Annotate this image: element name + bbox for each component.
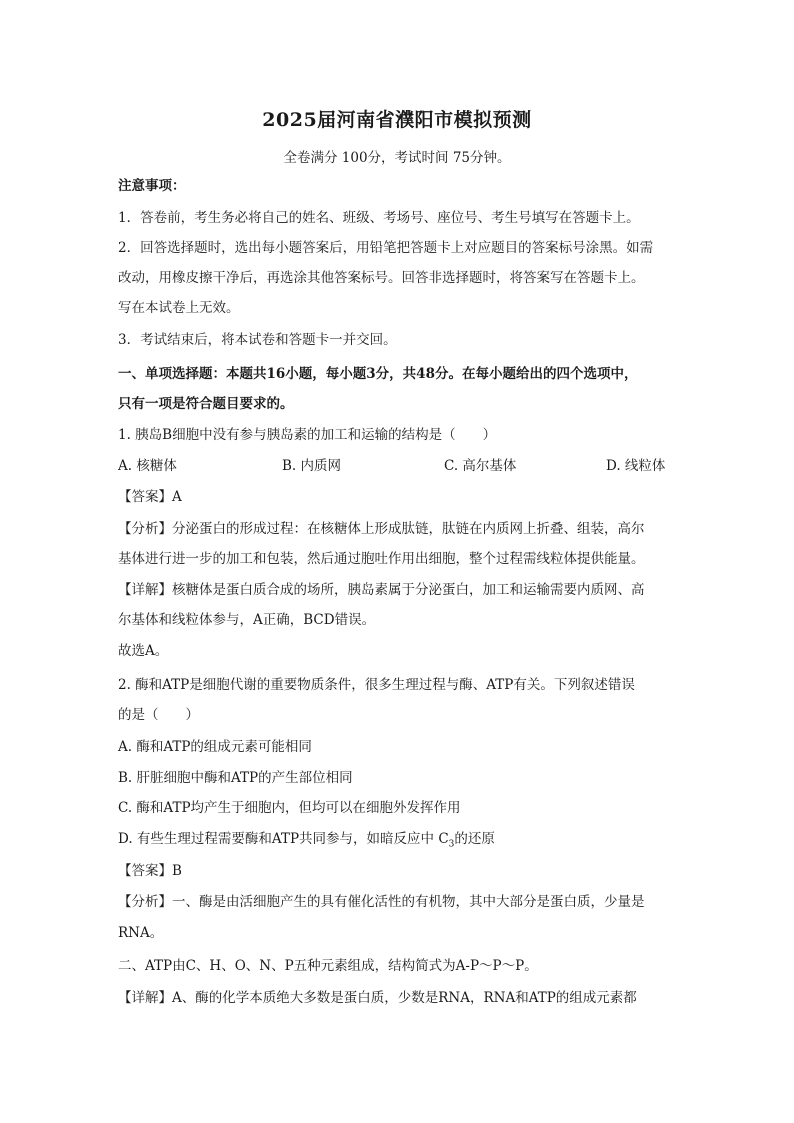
notice-heading: 注意事项： <box>118 178 186 194</box>
notice-item-3: 3．考试结束后，将本试卷和答题卡一并交回。 <box>118 332 397 348</box>
question-1-option-c: C. 高尔基体 <box>444 458 517 474</box>
question-2-stem-line-2: 的是（ ） <box>118 707 199 723</box>
question-2-stem-line-1: 2. 酶和ATP是细胞代谢的重要物质条件，很多生理过程与酶、ATP有关。下列叙述错误 <box>118 677 635 693</box>
question-1-analysis-line-1: 【分析】分泌蛋白的形成过程：在核糖体上形成肽链，肽链在内质网上折叠、组装，高尔 <box>118 521 645 537</box>
question-2-option-d-suffix: 的还原 <box>454 831 495 847</box>
question-1-stem: 1. 胰岛B细胞中没有参与胰岛素的加工和运输的结构是（ ） <box>118 427 497 443</box>
question-1-analysis-line-2: 基体进行进一步的加工和包装，然后通过胞吐作用出细胞，整个过程需线粒体提供能量。 <box>118 551 645 567</box>
notice-item-2-line-3: 写在本试卷上无效。 <box>118 300 240 316</box>
question-2-option-a: A. 酶和ATP的组成元素可能相同 <box>118 739 312 755</box>
question-2-option-c: C. 酶和ATP均产生于细胞内，但均可以在细胞外发挥作用 <box>118 800 461 816</box>
question-2-analysis-line-3: 二、ATP由C、H、O、N、P五种元素组成，结构简式为A-P～P～P。 <box>118 958 538 974</box>
notice-item-2-line-1: 2．回答选择题时，选出每小题答案后，用铅笔把答题卡上对应题目的答案标号涂黑。如需 <box>118 240 654 256</box>
question-2-analysis-line-2: RNA。 <box>118 925 164 941</box>
section-heading-line-1: 一、单项选择题：本题共16小题，每小题3分，共48分。在每小题给出的四个选项中， <box>118 366 638 382</box>
page-title: 2025届河南省濮阳市模拟预测 <box>262 109 532 131</box>
question-1-conclusion: 故选A。 <box>118 643 169 659</box>
notice-item-2-line-2: 改动，用橡皮擦干净后，再选涂其他答案标号。回答非选择题时，将答案写在答题卡上。 <box>118 270 645 286</box>
question-2-analysis-line-1: 【分析】一、酶是由活细胞产生的具有催化活性的有机物，其中大部分是蛋白质，少量是 <box>118 894 645 910</box>
question-1-detail-line-1: 【详解】核糖体是蛋白质合成的场所，胰岛素属于分泌蛋白，加工和运输需要内质网、高 <box>118 582 645 598</box>
question-1-answer: 【答案】A <box>118 489 182 505</box>
notice-item-1: 1．答卷前，考生务必将自己的姓名、班级、考场号、座位号、考生号填写在答题卡上。 <box>118 210 640 226</box>
question-2-option-b: B. 肝脏细胞中酶和ATP的产生部位相同 <box>118 770 353 786</box>
question-1-option-b: B. 内质网 <box>282 458 342 474</box>
question-1-option-d: D. 线粒体 <box>606 458 666 474</box>
exam-info: 全卷满分 100分，考试时间 75分钟。 <box>283 150 511 166</box>
question-2-option-d-subscript: 3 <box>448 839 455 850</box>
section-heading-line-2: 只有一项是符合题目要求的。 <box>118 396 294 412</box>
question-2-answer: 【答案】B <box>118 863 182 879</box>
question-2-option-d <box>118 829 678 855</box>
question-2-option-d-text: D. 有些生理过程需要酶和ATP共同参与，如暗反应中 C <box>118 831 449 847</box>
question-2-detail-line-1: 【详解】A、酶的化学本质绝大多数是蛋白质，少数是RNA，RNA和ATP的组成元素都 <box>118 990 637 1006</box>
question-1-option-a: A. 核糖体 <box>118 458 177 474</box>
question-1-detail-line-2: 尔基体和线粒体参与，A正确，BCD错误。 <box>118 612 376 628</box>
